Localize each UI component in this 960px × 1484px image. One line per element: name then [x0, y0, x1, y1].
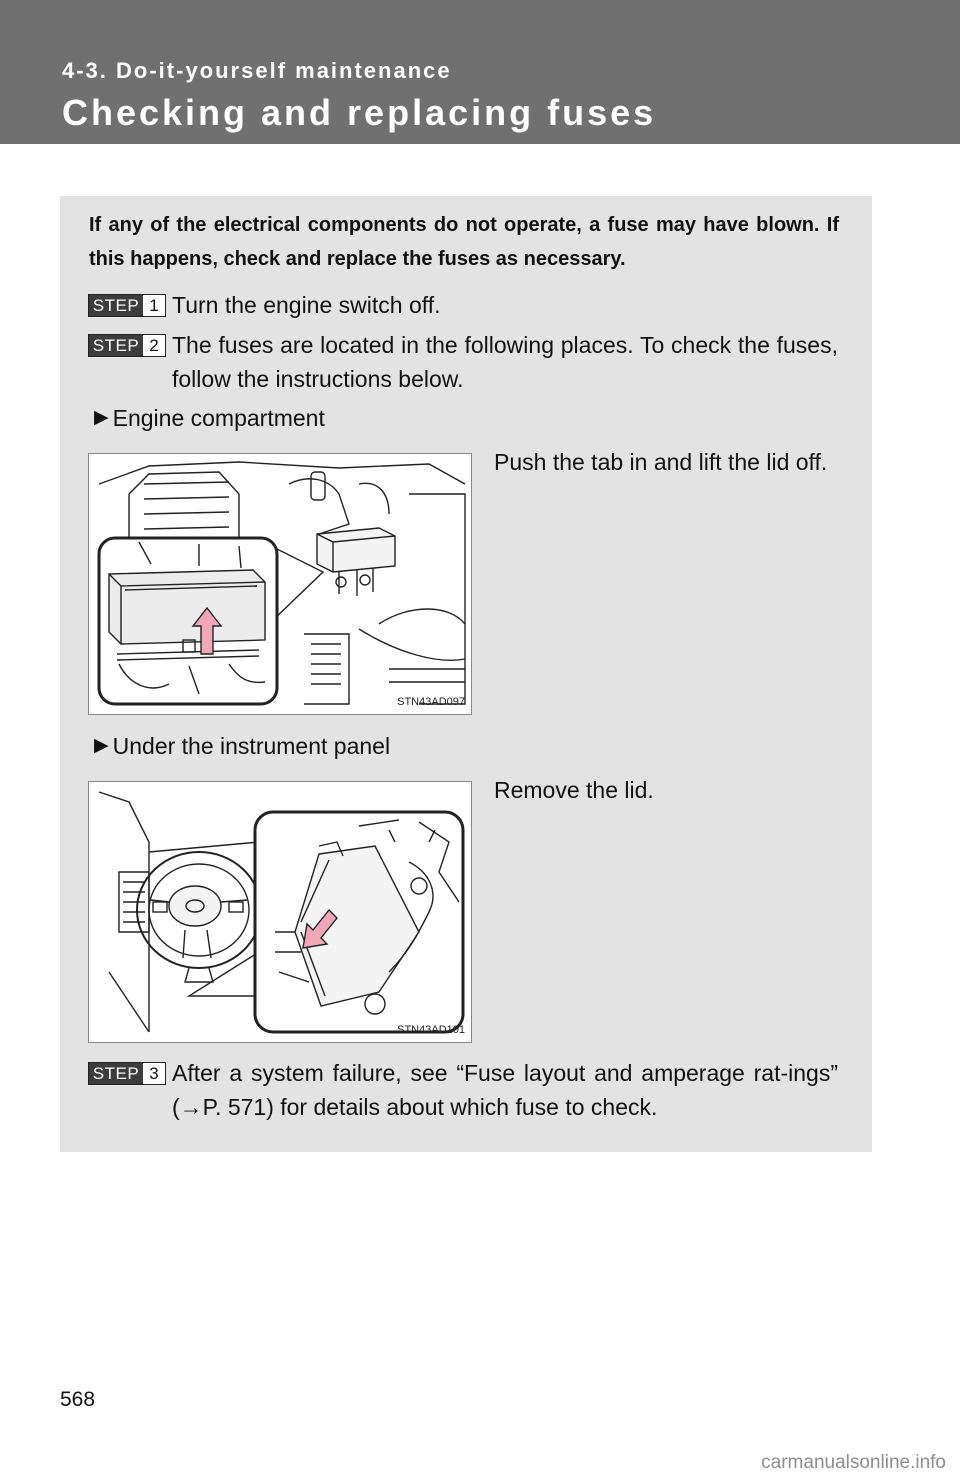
figure-code: STN43AD101: [397, 1024, 465, 1036]
step-1-badge-word: STEP: [89, 295, 143, 316]
step-2-badge-number: 2: [149, 335, 159, 355]
step-3-text: After a system failure, see “Fuse layout and amperage rat-ings” (→P. 571) for details about which fuse to check.: [172, 1060, 838, 1120]
location-panel-heading-text: Under the instrument panel: [112, 733, 391, 759]
page-header: [0, 0, 960, 144]
watermark: carmanualsonline.info: [761, 1452, 946, 1473]
step-3-badge-number: 3: [149, 1063, 159, 1083]
location-engine-heading: [94, 403, 325, 433]
triangle-bullet-icon: ▶: [94, 407, 109, 428]
section-label: 4-3. Do-it-yourself maintenance: [62, 58, 452, 83]
engine-compartment-illustration: [89, 454, 472, 715]
engine-compartment-figure: [88, 453, 472, 715]
intro-text: If any of the electrical components do not operate, a fuse may have blown. If this happens, check and replace the fuses as necessary.: [89, 214, 839, 270]
location-panel-caption: Remove the lid.: [494, 777, 654, 803]
location-panel-heading: [94, 731, 390, 761]
step-2-badge-word: STEP: [89, 335, 143, 356]
page-number: 568: [60, 1388, 96, 1411]
location-engine-heading-text: Engine compartment: [112, 405, 325, 431]
page-title: Checking and replacing fuses: [62, 92, 657, 133]
figure-code: STN43AD097: [397, 696, 465, 708]
step-2-badge: [88, 334, 166, 357]
step-1-badge-number: 1: [149, 295, 159, 315]
step-1-text: Turn the engine switch off.: [172, 292, 441, 318]
location-engine-caption: Push the tab in and lift the lid off.: [494, 449, 828, 475]
step-1-badge: [88, 294, 166, 317]
step-2-text: The fuses are located in the following places. To check the fuses, follow the instructions below.: [172, 332, 838, 392]
instrument-panel-figure: [88, 781, 472, 1043]
triangle-bullet-icon: ▶: [94, 735, 109, 756]
step-3-badge-word: STEP: [89, 1063, 143, 1084]
instrument-panel-illustration: [89, 782, 472, 1043]
step-3-badge: [88, 1062, 166, 1085]
